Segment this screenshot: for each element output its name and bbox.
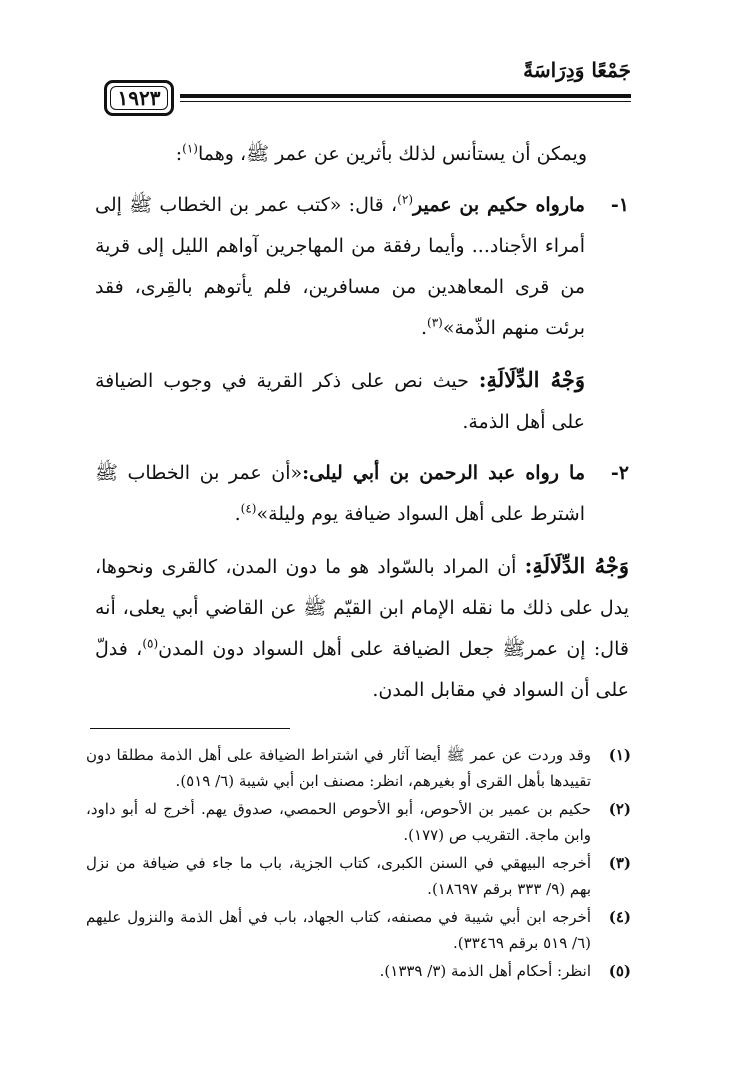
evidence-item-1 <box>95 185 629 349</box>
footnote-text: أخرجه البيهقي في السنن الكبرى، كتاب الجزية، باب ما جاء في ضيافة من نزل بهم (٩/ ٣٣٣ برقم ١٨٦٩٧). <box>86 854 591 898</box>
intro-punct: : <box>175 143 183 165</box>
footnote-number: (٣) <box>608 854 631 872</box>
footnote-number: (٢) <box>608 800 631 818</box>
footnote-ref: (١) <box>182 141 198 156</box>
footnote-text: انظر: أحكام أهل الذمة (٣/ ١٣٣٩). <box>379 962 591 980</box>
item-lead: مارواه حكيم بن عمير <box>413 194 585 216</box>
item-punct: . <box>234 503 241 525</box>
footnote <box>86 796 631 848</box>
item-number: ١- <box>610 194 629 216</box>
footnote-separator <box>90 728 290 729</box>
footnotes <box>86 742 631 986</box>
footnote-text: أخرجه ابن أبي شيبة في مصنفه، كتاب الجهاد، باب في أهل الذمة والنزول عليهم (٦/ ٥١٩ برقم ٣٣٤٦٩). <box>86 908 591 952</box>
running-header-title: جَمْعًا وَدِرَاسَةً <box>523 58 631 82</box>
footnote-ref: (٣) <box>427 315 443 330</box>
header-rule-thick <box>180 94 631 98</box>
main-text <box>95 134 629 721</box>
dalala-paragraph-2 <box>95 545 629 711</box>
footnote-text: حكيم بن عمير بن الأحوص، أبو الأحوص الحمصي، صدوق يهم. أخرج له أبو داود، وابن ماجة. التقريب ص (١٧٧). <box>86 800 591 844</box>
item-text <box>95 453 585 535</box>
footnote-ref: (٥) <box>142 636 159 651</box>
dalala-text: أن المراد بالسّواد هو ما دون المدن، كالقرى ونحوها، يدل على ذلك ما نقله الإمام ابن القيّم ﷺ عن القاضي أبي يعلى، أنه قال: إن عمرﷺ جعل الضيافة على أهل السواد دون المدن <box>95 556 629 660</box>
evidence-item-2 <box>95 453 629 535</box>
dalala-text-end: ، فدلّ على أن السواد في مقابل المدن. <box>95 638 629 701</box>
item-punct: . <box>420 317 428 339</box>
intro-paragraph <box>95 134 629 175</box>
footnote-text: وقد وردت عن عمر ﷺ أيضا آثار في اشتراط الضيافة على أهل الذمة مطلقا دون تقييدها بأهل القرى أو بغيرهم، انظر: مصنف ابن أبي شيبة (٦/ ٥١٩). <box>86 746 591 790</box>
page-number: ١٩٢٣ <box>117 86 161 110</box>
footnote <box>86 742 631 794</box>
footnote-number: (٥) <box>608 962 631 980</box>
dalala-paragraph-1 <box>95 359 629 443</box>
page-number-frame <box>104 80 174 116</box>
footnote <box>86 904 631 956</box>
item-lead: ما رواه عبد الرحمن بن أبي ليلى: <box>302 462 586 484</box>
footnote-ref: (٢) <box>397 192 413 207</box>
footnote <box>86 958 631 984</box>
dalala-label: وَجْهُ الدِّلَالَةِ: <box>524 553 629 578</box>
item-quote: «أن عمر بن الخطاب ﷺ اشترط على أهل السواد ضيافة يوم وليلة» <box>95 462 585 525</box>
dalala-text: حيث نص على ذكر القرية في وجوب الضيافة على أهل الذمة. <box>95 370 585 433</box>
dalala-label: وَجْهُ الدِّلَالَةِ: <box>478 367 585 392</box>
intro-text: ويمكن أن يستأنس لذلك بأثرين عن عمر ﷺ، وهما <box>197 143 587 165</box>
header-rule-thin <box>180 101 631 102</box>
footnote <box>86 850 631 902</box>
footnote-ref: (٤) <box>240 501 257 516</box>
item-quote: ، قال: «كتب عمر بن الخطاب ﷺ إلى أمراء الأجناد... وأيما رفقة من المهاجرين آواهم الليل إلى قرية من قرى المعاهدين من مسافرين، فلم يأتوهم بالقِرى، فقد برئت منهم الذّمة» <box>95 194 585 339</box>
item-text <box>95 185 585 349</box>
footnote-number: (١) <box>608 746 631 764</box>
item-number: ٢- <box>610 462 629 484</box>
footnote-number: (٤) <box>608 908 631 926</box>
